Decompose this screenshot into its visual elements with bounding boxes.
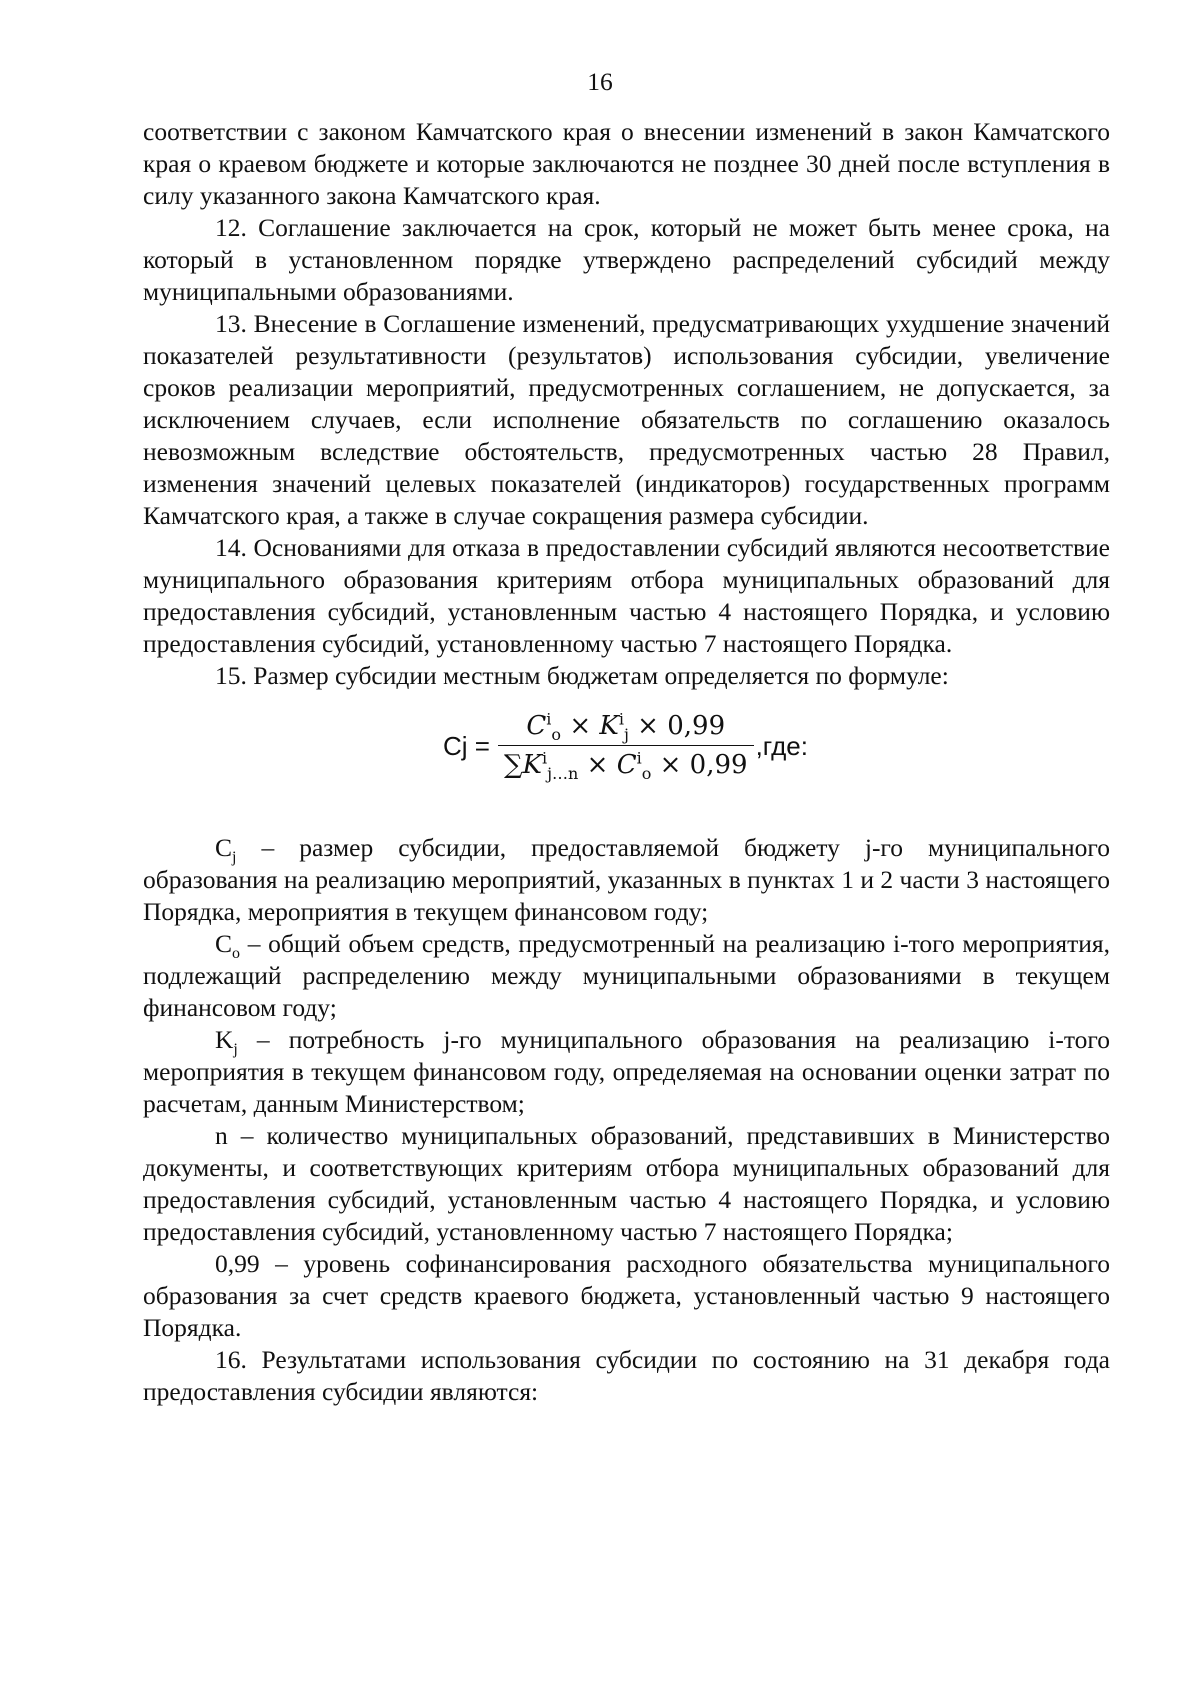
symbol-cj: C — [215, 833, 233, 862]
formula-den-c-sup: i — [636, 748, 642, 768]
formula-den-k-sup: i — [541, 748, 548, 768]
definition-cj — [143, 832, 1110, 928]
formula-fraction — [498, 709, 754, 784]
formula-sum-sign: ∑ — [503, 750, 523, 780]
subsidy-formula — [143, 702, 1110, 812]
definition-cj-text: – размер субсидии, предоставляемой бюджету j-го муниципального образования на реализацию мероприятий, указанных в пунктах 1 и 2 части 3 настоящего Порядка, мероприятия в текущем финансовом году; — [143, 833, 1110, 926]
formula-num-k-sup: i — [618, 709, 624, 729]
paragraph-16: 16. Результатами использования субсидии по состоянию на 31 декабря года предоставления субсидии являются: — [143, 1345, 1110, 1406]
formula-num-c: C — [526, 711, 547, 741]
definition-kj — [143, 1024, 1110, 1120]
formula-den-k: K — [522, 750, 542, 780]
formula-num-k: K — [599, 711, 619, 741]
symbol-co: C — [215, 929, 233, 958]
formula-num-tail: × 0,99 — [628, 711, 726, 741]
formula-lhs: Cj = — [443, 730, 490, 761]
formula-num-c-sup: i — [546, 709, 552, 729]
symbol-co-sub: o — [232, 945, 241, 963]
formula-num-k-sub: j — [623, 725, 629, 745]
symbol-cj-sub: j — [232, 849, 237, 867]
formula-suffix: ,где: — [755, 730, 808, 761]
definition-kj-text: – потребность j-го муниципального образования на реализацию i-того мероприятия в текущем финансовом году, определяемая на основании оценки затрат по расчетам, данным Министерством; — [143, 1025, 1110, 1118]
formula-den-c: C — [616, 750, 637, 780]
paragraph-continuation: соответствии с законом Камчатского края о внесении изменений в закон Камчатского края о краевом бюджете и которые заключаются не позднее 30 дней после вступления в силу указанного закона Камчатского края. — [143, 117, 1110, 210]
formula-denominator — [498, 745, 754, 784]
document-body — [143, 116, 1110, 1408]
symbol-kj: K — [215, 1025, 234, 1054]
definition-co — [143, 928, 1110, 1024]
definition-099: 0,99 – уровень софинансирования расходного обязательства муниципального образования за счет средств краевого бюджета, установленный частью 9 настоящего Порядка. — [143, 1249, 1110, 1342]
formula-den-tail: × 0,99 — [651, 750, 748, 780]
page-number: 16 — [587, 67, 613, 96]
definition-co-text: – общий объем средств, предусмотренный на реализацию i-того мероприятия, подлежащий распределению между муниципальными образованиями в текущем финансовом году; — [143, 929, 1110, 1022]
formula-den-c-sub: o — [641, 764, 652, 784]
paragraph-13: 13. Внесение в Соглашение изменений, предусматривающих ухудшение значений показателей результативности (результатов) использования субсидии, увеличение сроков реализации мероприятий, предусмотренных соглашением, не допускается, за исключением случаев, если исполнение обязательств по соглашению оказалось невозможным вследствие обстоятельств, предусмотренных частью 28 Правил, изменения значений целевых показателей (индикаторов) государственных программ Камчатского края, а также в случае сокращения размера субсидии. — [143, 309, 1110, 530]
symbol-kj-sub: j — [233, 1041, 238, 1059]
formula-numerator — [520, 710, 731, 745]
definition-n: n – количество муниципальных образований, представивших в Министерство документы, и соответствующих критериям отбора муниципальных образований для предоставления субсидий, установленным частью 4 настоящего Порядка, и условию предоставления субсидий, установленному частью 7 настоящего Порядка; — [143, 1121, 1110, 1246]
formula-den-k-sub: j…n — [547, 764, 579, 784]
formula-num-times: × — [561, 711, 600, 741]
formula-den-times: × — [578, 750, 617, 780]
formula-num-c-sub: o — [551, 725, 562, 745]
paragraph-12: 12. Соглашение заключается на срок, который не может быть менее срока, на который в установленном порядке утверждено распределений субсидий между муниципальными образованиями. — [143, 213, 1110, 306]
paragraph-14: 14. Основаниями для отказа в предоставлении субсидий являются несоответствие муниципального образования критериям отбора муниципальных образований для предоставления субсидий, установленным частью 4 настоящего Порядка, и условию предоставления субсидий, установленному частью 7 настоящего Порядка. — [143, 533, 1110, 658]
paragraph-15: 15. Размер субсидии местным бюджетам определяется по формуле: — [215, 661, 949, 690]
